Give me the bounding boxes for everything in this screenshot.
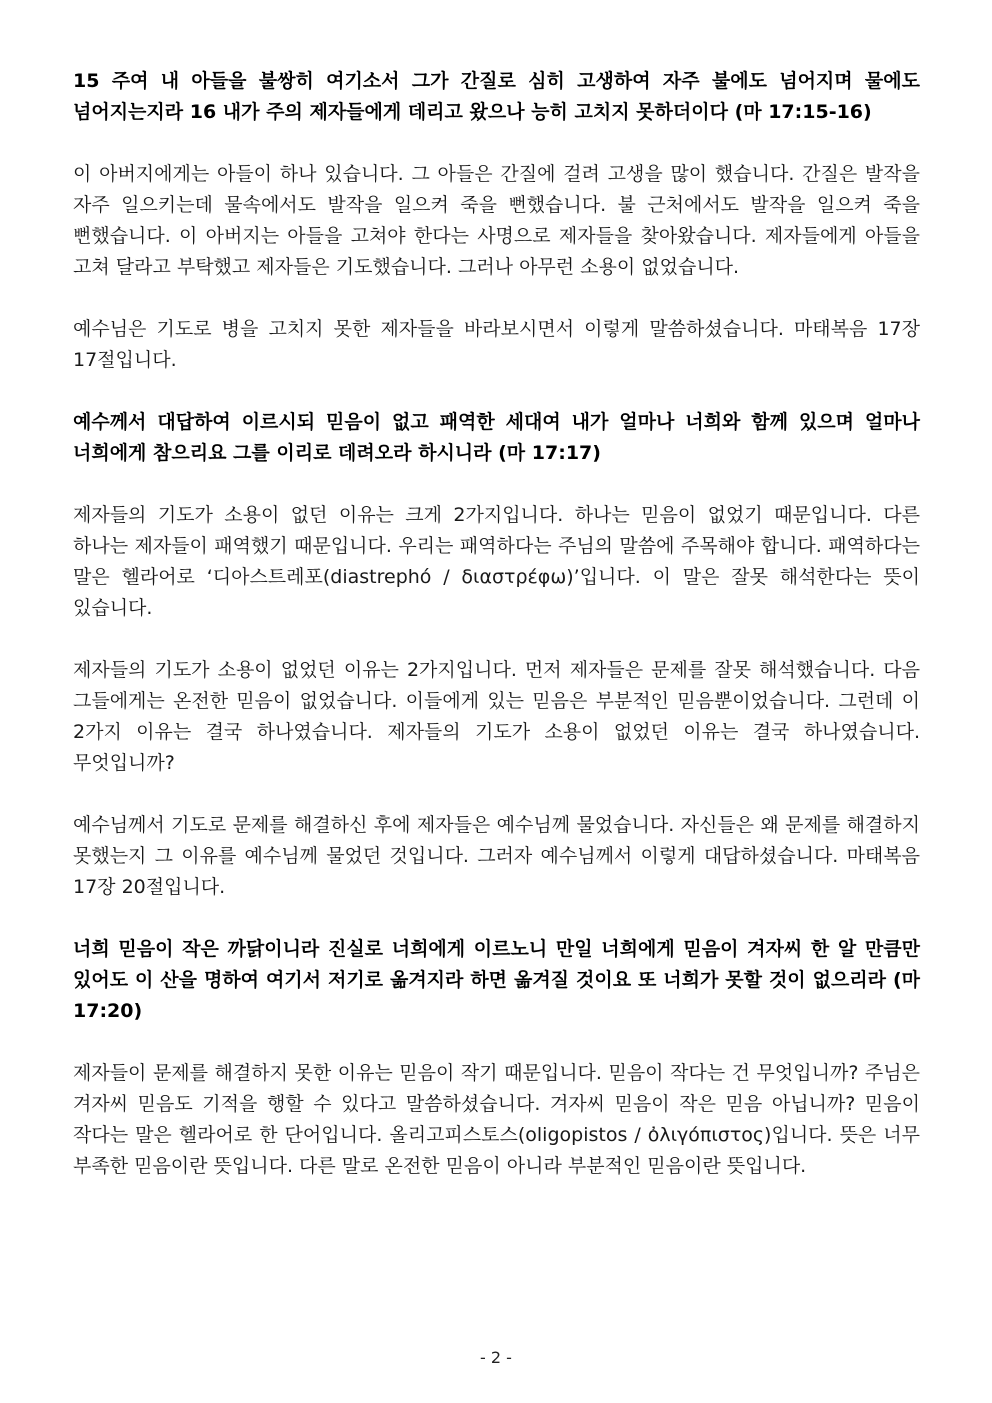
- body-paragraph: 제자들의 기도가 소용이 없던 이유는 크게 2가지입니다. 하나는 믿음이 없었기 때문입니다. 다른 하나는 제자들이 패역했기 때문입니다. 우리는 패역하다는 주님의 말씀에 주목해야 합니다. 패역하다는 말은 헬라어로 ‘디아스트레포(diastrephó / διαστρέφω)’입니다. 이 말은 잘못 해석한다는 뜻이 있습니다.: [73, 504, 920, 619]
- body-paragraph: 제자들의 기도가 소용이 없었던 이유는 2가지입니다. 먼저 제자들은 문제를 잘못 해석했습니다. 다음 그들에게는 온전한 믿음이 없었습니다. 이들에게 있는 믿음은 부분적인 믿음뿐이었습니다. 그런데 이 2가지 이유는 결국 하나였습니다. 제자들의 기도가 소용이 없었던 이유는 결국 하나였습니다. 무엇입니까?: [73, 659, 920, 774]
- scripture-quote-matthew-17-15-16: 15 주여 내 아들을 불쌍히 여기소서 그가 간질로 심히 고생하여 자주 불에도 넘어지며 물에도 넘어지는지라 16 내가 주의 제자들에게 데리고 왔으나 능히 고치지 못하더이다 (마 17:15-16): [73, 70, 920, 123]
- body-paragraph: 제자들이 문제를 해결하지 못한 이유는 믿음이 작기 때문입니다. 믿음이 작다는 건 무엇입니까? 주님은 겨자씨 믿음도 기적을 행할 수 있다고 말씀하셨습니다. 겨자씨 믿음이 작은 믿음 아닙니까? 믿음이 작다는 말은 헬라어로 한 단어입니다. 올리고피스토스(oligopistos / ὀλιγόπιστος)입니다. 뜻은 너무 부족한 믿음이란 뜻입니다. 다른 말로 온전한 믿음이 아니라 부분적인 믿음이란 뜻입니다.: [73, 1062, 920, 1177]
- body-paragraph: 예수님께서 기도로 문제를 해결하신 후에 제자들은 예수님께 물었습니다. 자신들은 왜 문제를 해결하지 못했는지 그 이유를 예수님께 물었던 것입니다. 그러자 예수님께서 이렇게 대답하셨습니다. 마태복음 17장 20절입니다.: [73, 814, 920, 898]
- page-number: - 2 -: [480, 1348, 512, 1367]
- document-body: [73, 66, 920, 1213]
- scripture-quote-matthew-17-17: 예수께서 대답하여 이르시되 믿음이 없고 패역한 세대여 내가 얼마나 너희와 함께 있으며 얼마나 너희에게 참으리요 그를 이리로 데려오라 하시니라 (마 17:17): [73, 411, 920, 464]
- body-paragraph: 예수님은 기도로 병을 고치지 못한 제자들을 바라보시면서 이렇게 말씀하셨습니다. 마태복음 17장 17절입니다.: [73, 318, 920, 371]
- scripture-quote-matthew-17-20: 너희 믿음이 작은 까닭이니라 진실로 너희에게 이르노니 만일 너희에게 믿음이 겨자씨 한 알 만큼만 있어도 이 산을 명하여 여기서 저기로 옮겨지라 하면 옮겨질 것이요 또 너희가 못할 것이 없으리라 (마 17:20): [73, 938, 920, 1022]
- body-paragraph: 이 아버지에게는 아들이 하나 있습니다. 그 아들은 간질에 걸려 고생을 많이 했습니다. 간질은 발작을 자주 일으키는데 물속에서도 발작을 일으켜 죽을 뻔했습니다. 불 근처에서도 발작을 일으켜 죽을 뻔했습니다. 이 아버지는 아들을 고쳐야 한다는 사명으로 제자들을 찾아왔습니다. 제자들에게 아들을 고쳐 달라고 부탁했고 제자들은 기도했습니다. 그러나 아무런 소용이 없었습니다.: [73, 163, 920, 278]
